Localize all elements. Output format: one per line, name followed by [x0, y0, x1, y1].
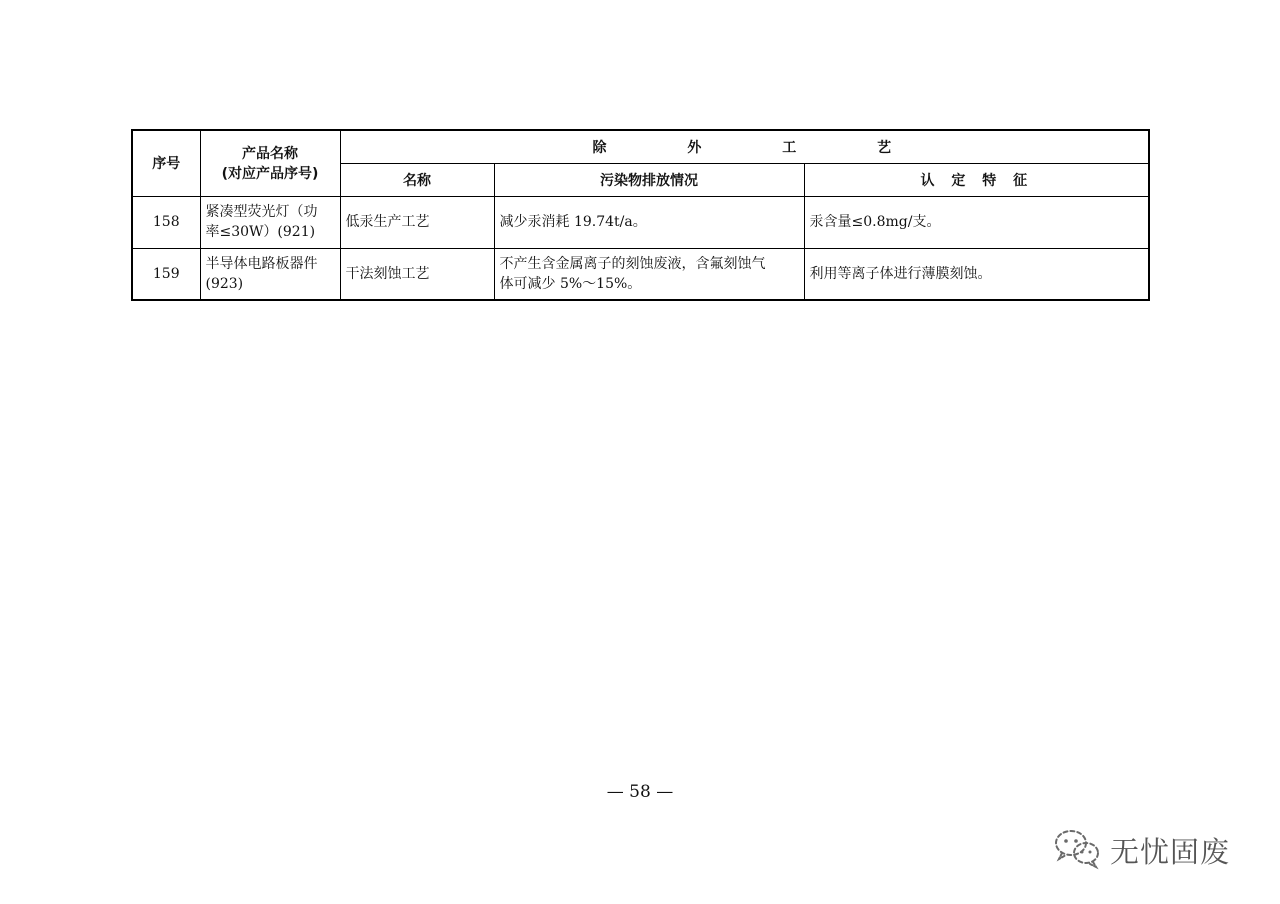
- cell-product-line2: (923): [205, 275, 244, 292]
- cell-emission: [494, 196, 804, 248]
- cell-product: [200, 196, 340, 248]
- cell-emission-line1: 不产生含金属离子的刻蚀废液，含氟刻蚀气: [499, 255, 766, 272]
- page-number: — 58 —: [606, 782, 674, 802]
- header-name: 名称: [340, 163, 494, 196]
- header-product-name-line1: 产品名称: [242, 146, 298, 163]
- cell-feature: 利用等离子体进行薄膜刻蚀。: [804, 248, 1149, 300]
- table-row: [132, 196, 1149, 248]
- cell-feature: 汞含量≤0.8mg/支。: [804, 196, 1149, 248]
- watermark: [1052, 826, 1230, 874]
- wechat-icon: [1052, 826, 1104, 874]
- cell-product-line1: 紧凑型荧光灯（功: [205, 204, 318, 220]
- header-product-name-line2: (对应产品序号): [221, 166, 319, 183]
- header-identification: 认 定 特 征: [804, 163, 1149, 196]
- header-row-1: [132, 130, 1149, 163]
- cell-seq: 159: [132, 248, 200, 300]
- header-pollutant-emission: 污染物排放情况: [494, 163, 804, 196]
- cell-product-line2: 率≤30W）(921): [205, 224, 316, 240]
- cell-emission: [494, 248, 804, 300]
- header-excluded-process: 除 外 工 艺: [340, 130, 1149, 163]
- watermark-text: 无忧固废: [1110, 834, 1231, 869]
- header-product-name: [200, 130, 340, 196]
- process-table: [131, 129, 1150, 301]
- cell-product: [200, 248, 340, 300]
- table-row: [132, 248, 1149, 300]
- cell-process-name: 低汞生产工艺: [340, 196, 494, 248]
- cell-process-name: 干法刻蚀工艺: [340, 248, 494, 300]
- header-seq: 序号: [132, 130, 200, 196]
- cell-emission-line1: 减少汞消耗 19.74t/a。: [499, 214, 647, 230]
- cell-seq: 158: [132, 196, 200, 248]
- cell-emission-line2: 体可减少 5%～15%。: [499, 275, 642, 292]
- cell-product-line1: 半导体电路板器件: [205, 255, 318, 272]
